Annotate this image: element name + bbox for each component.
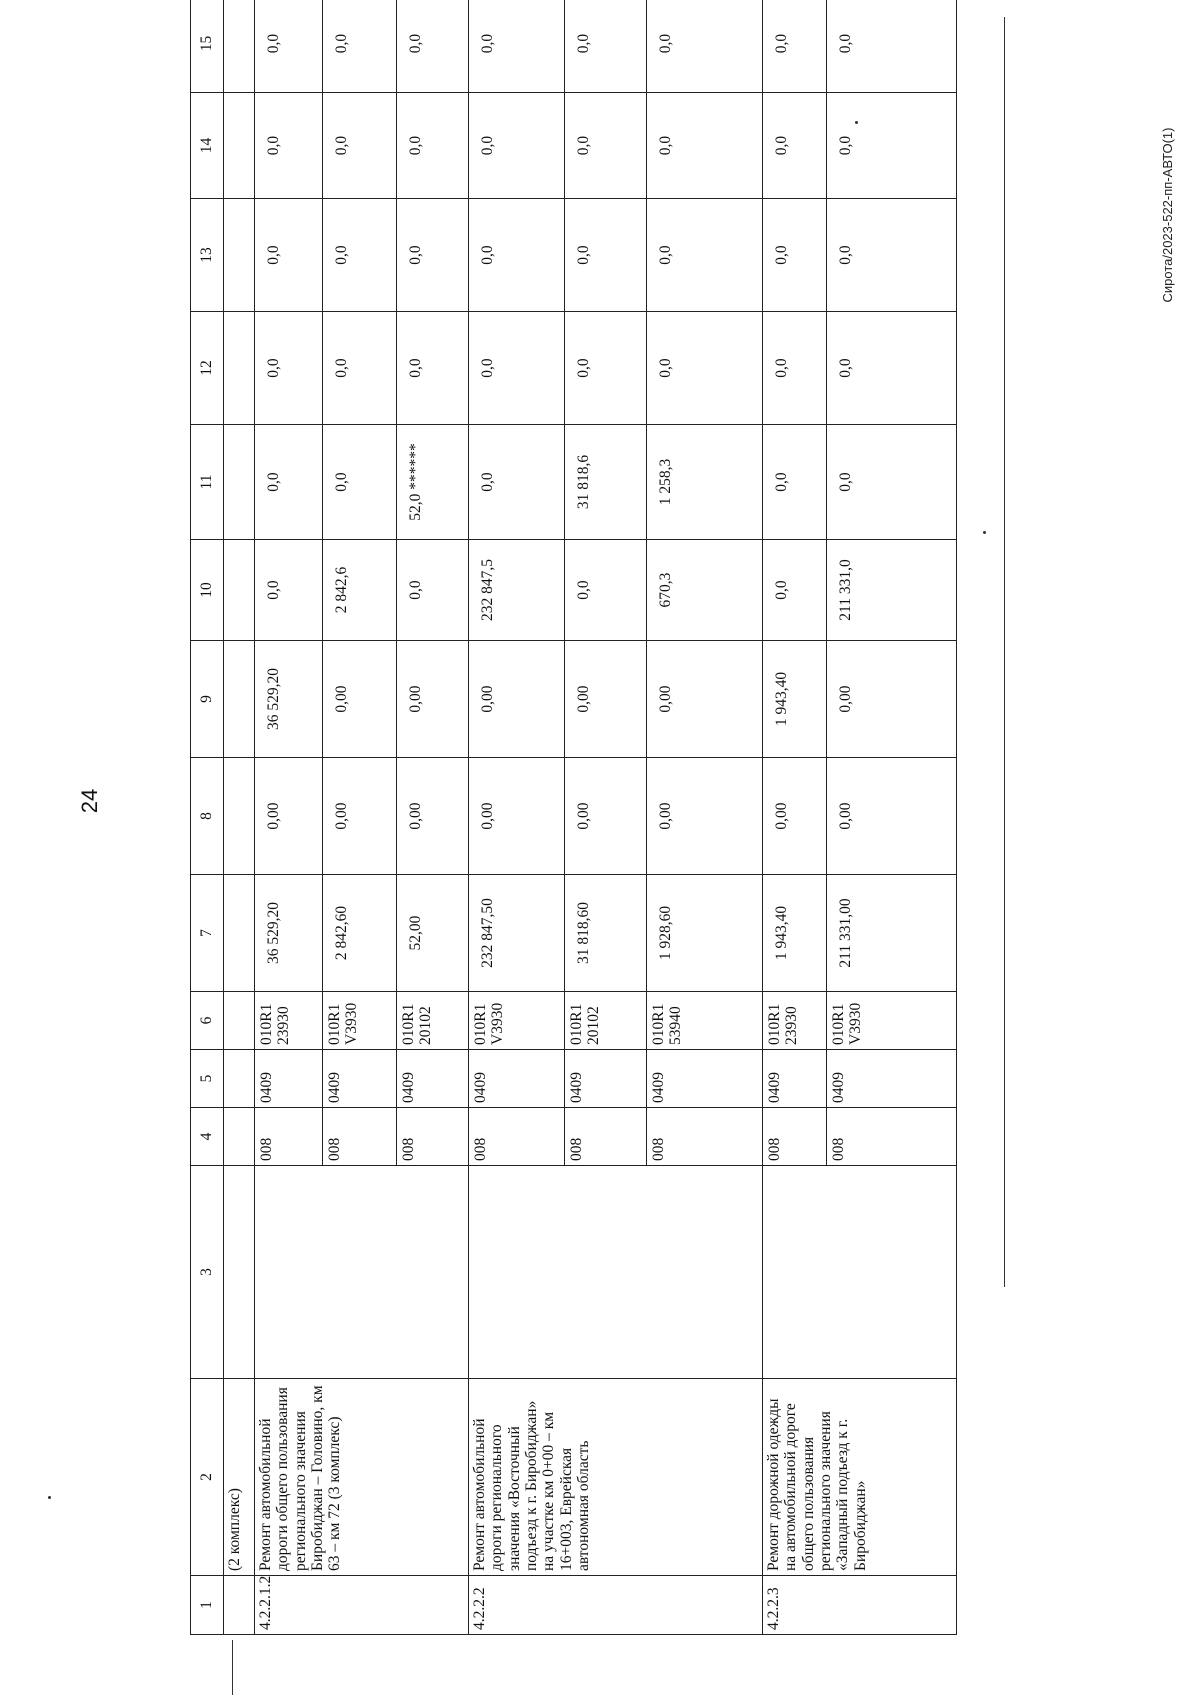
empty-cell	[224, 93, 255, 199]
row-name: Ремонт автомобильной дороги регионального значения «Восточный подъезд к г. Биробиджан» на участке км 0+00 – км 16+003, Еврейская автономная область	[469, 1379, 763, 1576]
value-cell: 0,00	[255, 758, 323, 875]
value-cell: 0,0	[255, 0, 323, 93]
value-cell: 0,00	[565, 641, 647, 758]
value-cell: 0,0	[469, 312, 565, 425]
value-cell: 211 331,0	[827, 540, 957, 641]
value-cell: 008	[827, 1108, 957, 1166]
value-cell: 008	[647, 1108, 763, 1166]
value-cell: 0,0	[827, 312, 957, 425]
value-cell: 0,00	[827, 758, 957, 875]
value-cell: 0,00	[647, 641, 763, 758]
value-cell: 232 847,50	[469, 875, 565, 992]
value-cell: 0,00	[565, 758, 647, 875]
empty-cell	[224, 312, 255, 425]
document-code: Сирота/2023-522-пп-АВТО(1)	[1160, 127, 1175, 303]
value-cell: 0,0	[469, 0, 565, 93]
value-cell: 0,0	[255, 425, 323, 540]
value-cell: 0,0	[397, 0, 469, 93]
value-cell: 0409	[255, 1050, 323, 1108]
value-cell: 0,00	[469, 758, 565, 875]
value-cell: 0409	[469, 1050, 565, 1108]
continuation-label: (2 комплекс)	[224, 1379, 255, 1576]
value-cell: 0,0	[647, 93, 763, 199]
budget-table	[190, 0, 957, 1635]
empty-cell	[224, 758, 255, 875]
value-cell: 0,0	[827, 93, 957, 199]
value-cell: 670,3	[647, 540, 763, 641]
column-header: 11	[191, 425, 224, 540]
target-code-cell: 010R1 V3930	[469, 992, 565, 1050]
value-cell: 36 529,20	[255, 641, 323, 758]
scan-speck	[983, 531, 986, 534]
empty-cell	[224, 425, 255, 540]
value-cell: 0,0	[397, 93, 469, 199]
value-cell: 0,0	[763, 0, 827, 93]
column-header: 8	[191, 758, 224, 875]
row-id: 4.2.2.1.2	[255, 1576, 469, 1635]
empty-cell	[224, 1108, 255, 1166]
column-header: 14	[191, 93, 224, 199]
value-cell: 0,0	[323, 0, 397, 93]
value-cell: 0409	[827, 1050, 957, 1108]
value-cell: 0,0	[763, 312, 827, 425]
value-cell: 52,0 ******	[397, 425, 469, 540]
empty-cell	[224, 0, 255, 93]
value-cell: 0,00	[647, 758, 763, 875]
column-header: 13	[191, 199, 224, 312]
column-header: 15	[191, 0, 224, 93]
value-cell: 0,00	[323, 758, 397, 875]
empty-cell	[224, 992, 255, 1050]
table-row	[763, 0, 827, 1635]
target-code-cell: 010R1 20102	[397, 992, 469, 1050]
value-cell: 0,0	[397, 540, 469, 641]
value-cell: 008	[469, 1108, 565, 1166]
row-id: 4.2.2.3	[763, 1576, 957, 1635]
value-cell: 0,00	[827, 641, 957, 758]
value-cell: 0,0	[827, 425, 957, 540]
value-cell: 0,0	[397, 199, 469, 312]
continuation-row	[224, 0, 255, 1635]
value-cell: 0409	[397, 1050, 469, 1108]
value-cell: 0409	[763, 1050, 827, 1108]
table-row	[255, 0, 323, 1635]
value-cell: 0,0	[255, 540, 323, 641]
empty-cell	[224, 199, 255, 312]
value-cell: 0,0	[323, 93, 397, 199]
value-cell: 0,0	[565, 540, 647, 641]
value-cell: 1 928,60	[647, 875, 763, 992]
column-header: 10	[191, 540, 224, 641]
value-cell: 2 842,60	[323, 875, 397, 992]
value-cell: 0,00	[397, 641, 469, 758]
value-cell: 0,0	[323, 425, 397, 540]
value-cell: 0409	[323, 1050, 397, 1108]
target-code-cell: 010R1 53940	[647, 992, 763, 1050]
value-cell: 008	[565, 1108, 647, 1166]
column-header: 3	[191, 1166, 224, 1379]
target-code-cell: 010R1 20102	[565, 992, 647, 1050]
value-cell: 0,0	[763, 540, 827, 641]
value-cell: 36 529,20	[255, 875, 323, 992]
value-cell: 0,0	[469, 425, 565, 540]
value-cell: 0409	[565, 1050, 647, 1108]
value-cell: 0,0	[565, 312, 647, 425]
value-cell: 0,0	[255, 199, 323, 312]
value-cell: 0,00	[469, 641, 565, 758]
value-cell: 008	[397, 1108, 469, 1166]
column-header: 12	[191, 312, 224, 425]
value-cell: 0,0	[565, 93, 647, 199]
value-cell: 0,0	[397, 312, 469, 425]
page-number: 24	[77, 788, 103, 814]
empty-cell	[763, 1166, 957, 1379]
empty-cell	[224, 875, 255, 992]
column-header: 7	[191, 875, 224, 992]
table-body	[224, 0, 957, 1635]
value-cell: 0,0	[323, 199, 397, 312]
value-cell: 31 818,60	[565, 875, 647, 992]
value-cell: 0,0	[647, 199, 763, 312]
value-cell: 0,00	[763, 758, 827, 875]
scan-speck	[48, 1496, 51, 1499]
margin-rule	[1004, 17, 1005, 1287]
column-header: 9	[191, 641, 224, 758]
value-cell: 52,00	[397, 875, 469, 992]
empty-cell	[224, 1050, 255, 1108]
value-cell: 0,0	[763, 425, 827, 540]
empty-cell	[224, 641, 255, 758]
value-cell: 0,0	[469, 199, 565, 312]
value-cell: 232 847,5	[469, 540, 565, 641]
target-code-cell: 010R1 V3930	[323, 992, 397, 1050]
table-row	[469, 0, 565, 1635]
target-code-cell: 010R1 23930	[255, 992, 323, 1050]
value-cell: 008	[323, 1108, 397, 1166]
value-cell: 1 943,40	[763, 641, 827, 758]
column-header: 5	[191, 1050, 224, 1108]
value-cell: 211 331,00	[827, 875, 957, 992]
empty-cell	[469, 1166, 763, 1379]
empty-cell	[255, 1166, 469, 1379]
column-header: 2	[191, 1379, 224, 1576]
value-cell: 0,00	[323, 641, 397, 758]
target-code-cell: 010R1 V3930	[827, 992, 957, 1050]
value-cell: 0,0	[255, 312, 323, 425]
value-cell: 0,0	[647, 0, 763, 93]
value-cell: 0,0	[763, 93, 827, 199]
value-cell: 0,0	[827, 199, 957, 312]
empty-cell	[224, 540, 255, 641]
value-cell: 0409	[647, 1050, 763, 1108]
value-cell: 0,0	[323, 312, 397, 425]
header-row	[191, 0, 224, 1635]
value-cell: 0,0	[255, 93, 323, 199]
row-name: Ремонт автомобильной дороги общего пользования регионального значения Биробиджан – Головино, км 63 – км 72 (3 комплекс)	[255, 1379, 469, 1576]
value-cell: 1 943,40	[763, 875, 827, 992]
value-cell: 2 842,6	[323, 540, 397, 641]
value-cell: 1 258,3	[647, 425, 763, 540]
value-cell: 0,0	[763, 199, 827, 312]
value-cell: 0,0	[827, 0, 957, 93]
value-cell: 008	[255, 1108, 323, 1166]
value-cell: 0,0	[469, 93, 565, 199]
rotated-table-wrapper	[190, 33, 960, 1635]
value-cell: 0,0	[647, 312, 763, 425]
row-name: Ремонт дорожной одежды на автомобильной дороге общего пользования регионального значения «Западный подъезд к г. Биробиджан»	[763, 1379, 957, 1576]
margin-rule	[232, 1640, 233, 1695]
column-header: 1	[191, 1576, 224, 1635]
value-cell: 0,0	[565, 199, 647, 312]
value-cell: 31 818,6	[565, 425, 647, 540]
row-id: 4.2.2.2	[469, 1576, 763, 1635]
column-header: 4	[191, 1108, 224, 1166]
value-cell: 0,00	[397, 758, 469, 875]
column-header: 6	[191, 992, 224, 1050]
target-code-cell: 010R1 23930	[763, 992, 827, 1050]
empty-cell	[224, 1166, 255, 1379]
value-cell: 008	[763, 1108, 827, 1166]
value-cell: 0,0	[565, 0, 647, 93]
empty-cell	[224, 1576, 255, 1635]
